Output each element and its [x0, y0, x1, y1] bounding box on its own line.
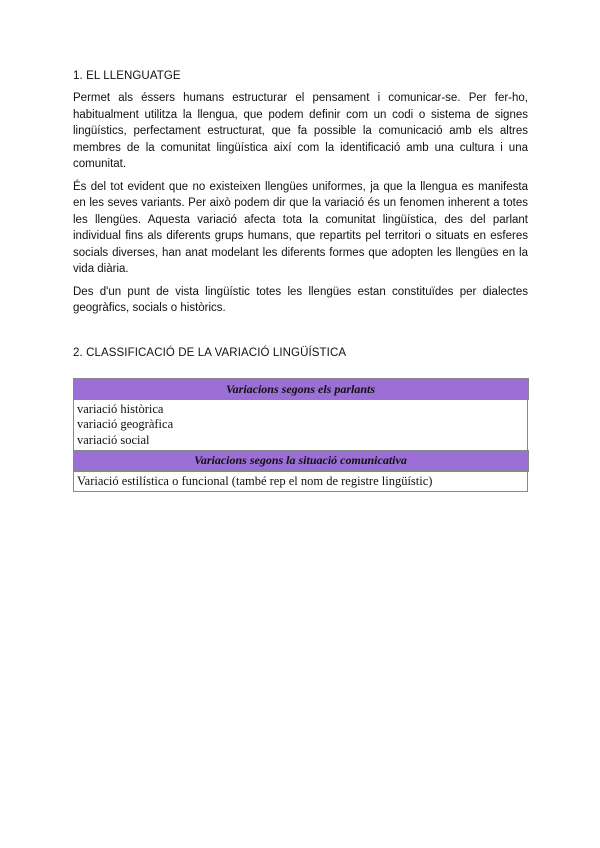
variation-table [73, 379, 528, 493]
section1-paragraph-3: Des d'un punt de vista lingüístic totes les llengües estan constituïdes per dialectes geogràfics, socials o històrics. [73, 285, 528, 314]
group1-items [74, 399, 528, 451]
section2-heading: 2. CLASSIFICACIÓ DE LA VARIACIÓ LINGÜÍSTICA [73, 346, 347, 359]
document-content [73, 70, 528, 492]
list-item: variació històrica [77, 401, 164, 416]
section1-heading: 1. EL LLENGUATGE [73, 70, 181, 82]
section1-paragraph-2: És del tot evident que no existeixen llengües uniformes, ja que la llengua es manifesta en les seves variants. Per això podem dir que la variació és un fenomen inherent a totes les llengües. Aquesta variació afecta tota la comunitat lingüística, des del parlant individual fins als diferents grups humans, que repartits pel territori o situats en esferes socials diverses, han anat modelant les diferents formes que adopten les llengües en la vida diària. [73, 180, 528, 275]
table-row [74, 451, 528, 471]
table-row [74, 379, 528, 399]
list-item: variació geogràfica [77, 417, 174, 431]
group2-body: Variació estilística o funcional (també rep el nom de registre lingüístic) [74, 471, 528, 492]
group2-header: Variacions segons la situació comunicativa [74, 451, 528, 471]
table-row [74, 471, 528, 492]
list-item: variació social [77, 432, 150, 447]
group1-header: Variacions segons els parlants [74, 379, 528, 399]
section1-paragraph-1: Permet als éssers humans estructurar el pensament i comunicar-se. Per fer-ho, habitualment utilitza la llengua, que podem definir com un codi o sistema de signes lingüístics, perfectament estructurat, que fa possible la comunicació amb els altres membres de la comunitat lingüística així com la identificació amb una cultura i una comunitat. [73, 92, 528, 170]
table-row [74, 399, 528, 451]
